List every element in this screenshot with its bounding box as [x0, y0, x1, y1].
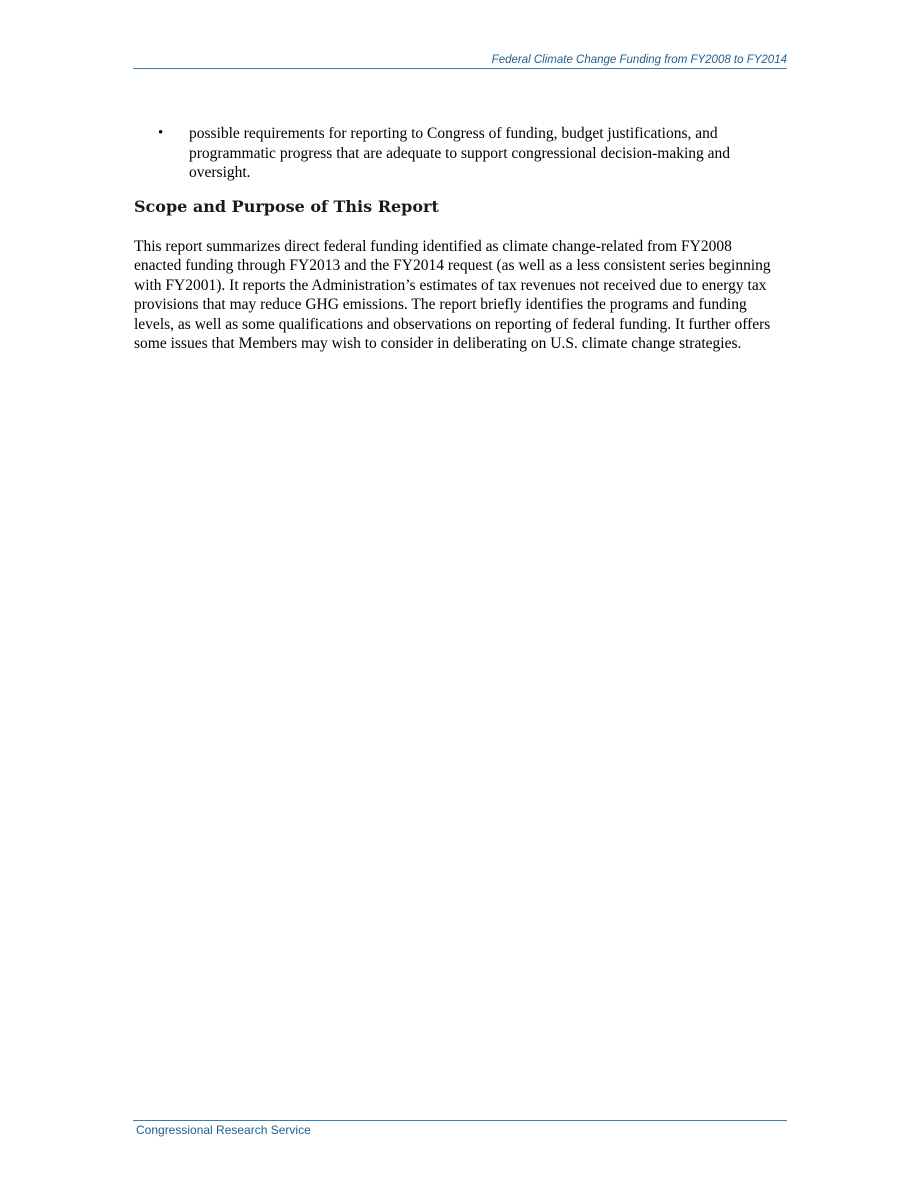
bullet-text: possible requirements for reporting to Congress of funding, budget justifications, and programmatic progress that are adequate to support congressional decision-making and oversight.: [189, 125, 731, 181]
bullet-list: [150, 124, 750, 183]
bullet-dot-icon: •: [158, 125, 164, 141]
body-paragraph: This report summarizes direct federal funding identified as climate change-related from FY2008 enacted funding through FY2013 and the FY2014 request (as well as a less consistent series beginning with FY2001). It reports the Administration’s estimates of tax revenues not received due to energy tax provisions that may reduce GHG emissions. The report briefly identifies the programs and funding levels, as well as some qualifications and observations on reporting of federal funding. It further offers some issues that Members may wish to consider in deliberating on U.S. climate change strategies.: [134, 238, 771, 353]
bullet-item: [150, 124, 750, 183]
section-heading: Scope and Purpose of This Report: [134, 197, 439, 216]
running-header-title: Federal Climate Change Funding from FY2008 to FY2014: [491, 54, 787, 66]
running-footer-organization: Congressional Research Service: [136, 1123, 311, 1137]
footer-divider: [133, 1120, 787, 1121]
header-divider: [133, 68, 787, 69]
